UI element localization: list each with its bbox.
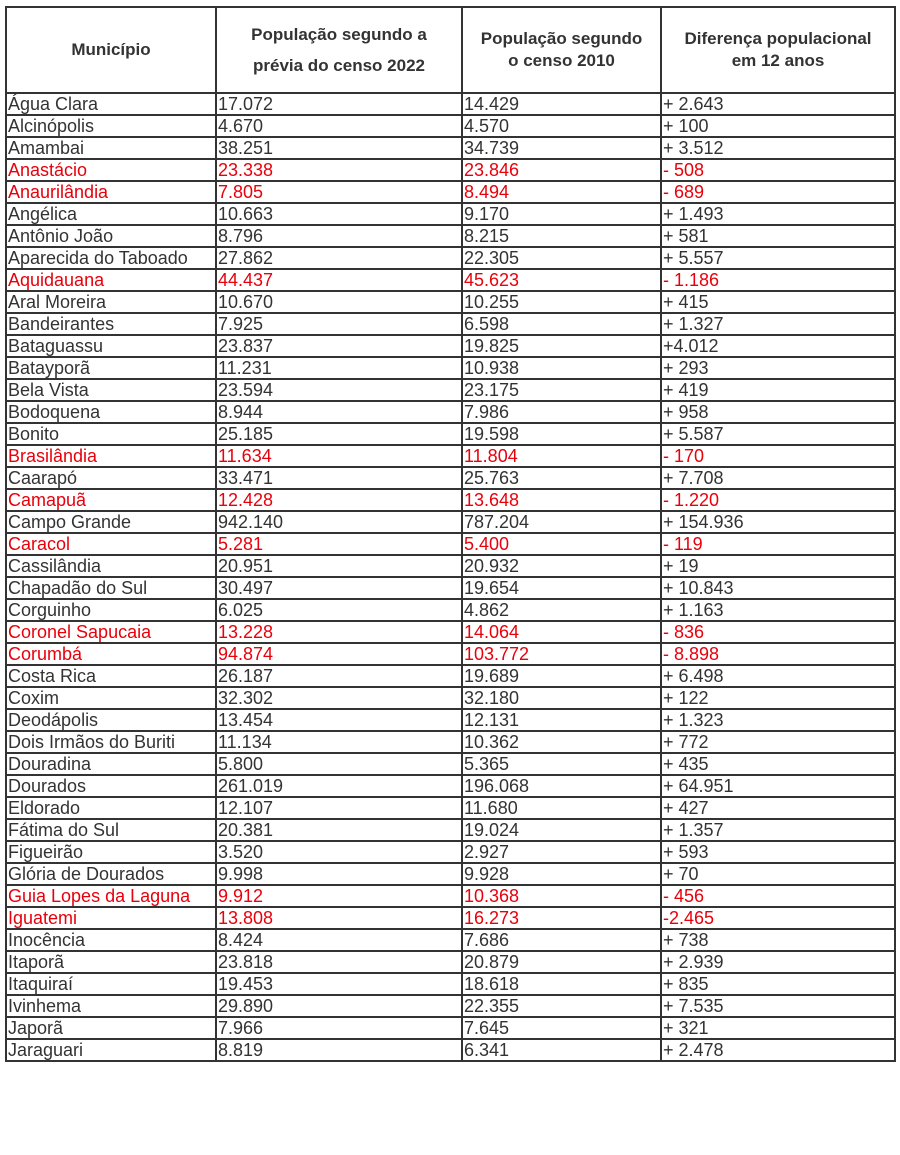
cell-diff: + 7.708 <box>661 467 895 489</box>
cell-pop2022: 23.818 <box>216 951 462 973</box>
cell-diff: + 593 <box>661 841 895 863</box>
header-pop2022-line1: População segundo a <box>251 25 427 44</box>
cell-diff: + 2.643 <box>661 93 895 115</box>
table-row <box>6 1017 895 1039</box>
cell-diff: - 170 <box>661 445 895 467</box>
cell-pop2010: 34.739 <box>462 137 661 159</box>
cell-diff: + 154.936 <box>661 511 895 533</box>
cell-diff: + 64.951 <box>661 775 895 797</box>
cell-municipio: Eldorado <box>6 797 216 819</box>
cell-pop2022: 19.453 <box>216 973 462 995</box>
cell-pop2022: 11.634 <box>216 445 462 467</box>
cell-pop2010: 5.365 <box>462 753 661 775</box>
cell-municipio: Douradina <box>6 753 216 775</box>
cell-diff: + 70 <box>661 863 895 885</box>
cell-municipio: Caarapó <box>6 467 216 489</box>
cell-municipio: Brasilândia <box>6 445 216 467</box>
cell-pop2022: 9.912 <box>216 885 462 907</box>
table-row <box>6 599 895 621</box>
table-row <box>6 401 895 423</box>
cell-diff: + 435 <box>661 753 895 775</box>
cell-pop2010: 6.598 <box>462 313 661 335</box>
cell-pop2022: 12.107 <box>216 797 462 819</box>
cell-diff: - 836 <box>661 621 895 643</box>
cell-municipio: Campo Grande <box>6 511 216 533</box>
table-row <box>6 467 895 489</box>
cell-pop2010: 10.255 <box>462 291 661 313</box>
cell-municipio: Batayporã <box>6 357 216 379</box>
table-row <box>6 159 895 181</box>
table-row <box>6 995 895 1017</box>
cell-municipio: Bonito <box>6 423 216 445</box>
table-row <box>6 775 895 797</box>
cell-diff: - 119 <box>661 533 895 555</box>
cell-pop2022: 3.520 <box>216 841 462 863</box>
header-row <box>6 7 895 93</box>
cell-municipio: Iguatemi <box>6 907 216 929</box>
cell-diff: + 2.478 <box>661 1039 895 1061</box>
cell-municipio: Dois Irmãos do Buriti <box>6 731 216 753</box>
cell-municipio: Água Clara <box>6 93 216 115</box>
cell-municipio: Itaporã <box>6 951 216 973</box>
cell-diff: + 772 <box>661 731 895 753</box>
cell-municipio: Bandeirantes <box>6 313 216 335</box>
cell-pop2010: 19.654 <box>462 577 661 599</box>
cell-pop2022: 25.185 <box>216 423 462 445</box>
cell-pop2010: 8.215 <box>462 225 661 247</box>
cell-diff: + 7.535 <box>661 995 895 1017</box>
cell-municipio: Costa Rica <box>6 665 216 687</box>
cell-pop2022: 23.837 <box>216 335 462 357</box>
cell-pop2022: 26.187 <box>216 665 462 687</box>
cell-diff: - 8.898 <box>661 643 895 665</box>
table-row <box>6 357 895 379</box>
cell-pop2022: 8.819 <box>216 1039 462 1061</box>
cell-pop2022: 20.951 <box>216 555 462 577</box>
cell-diff: + 1.357 <box>661 819 895 841</box>
cell-pop2010: 19.024 <box>462 819 661 841</box>
cell-diff: + 5.587 <box>661 423 895 445</box>
cell-pop2022: 23.338 <box>216 159 462 181</box>
header-pop2022-line2: prévia do censo 2022 <box>253 56 425 75</box>
cell-diff: + 321 <box>661 1017 895 1039</box>
cell-pop2022: 8.944 <box>216 401 462 423</box>
cell-diff: - 1.220 <box>661 489 895 511</box>
cell-municipio: Angélica <box>6 203 216 225</box>
cell-municipio: Ivinhema <box>6 995 216 1017</box>
cell-pop2022: 32.302 <box>216 687 462 709</box>
cell-municipio: Glória de Dourados <box>6 863 216 885</box>
cell-municipio: Bataguassu <box>6 335 216 357</box>
table-row <box>6 379 895 401</box>
cell-municipio: Guia Lopes da Laguna <box>6 885 216 907</box>
table-row <box>6 137 895 159</box>
cell-municipio: Amambai <box>6 137 216 159</box>
table-row <box>6 291 895 313</box>
table-row <box>6 203 895 225</box>
table-row <box>6 687 895 709</box>
cell-pop2010: 7.686 <box>462 929 661 951</box>
cell-municipio: Antônio João <box>6 225 216 247</box>
cell-diff: + 419 <box>661 379 895 401</box>
table-row <box>6 115 895 137</box>
cell-pop2010: 23.175 <box>462 379 661 401</box>
cell-pop2010: 2.927 <box>462 841 661 863</box>
cell-municipio: Figueirão <box>6 841 216 863</box>
cell-pop2010: 10.362 <box>462 731 661 753</box>
table-row <box>6 819 895 841</box>
cell-diff: + 835 <box>661 973 895 995</box>
cell-pop2022: 7.805 <box>216 181 462 203</box>
table-row <box>6 973 895 995</box>
cell-diff: + 1.493 <box>661 203 895 225</box>
table-row <box>6 643 895 665</box>
cell-pop2010: 14.429 <box>462 93 661 115</box>
cell-municipio: Fátima do Sul <box>6 819 216 841</box>
cell-municipio: Caracol <box>6 533 216 555</box>
table-row <box>6 489 895 511</box>
table-body <box>6 93 895 1061</box>
cell-pop2010: 45.623 <box>462 269 661 291</box>
header-diff-line1: Diferença populacional <box>684 29 872 48</box>
table-row <box>6 907 895 929</box>
cell-pop2022: 7.925 <box>216 313 462 335</box>
cell-pop2010: 22.305 <box>462 247 661 269</box>
cell-municipio: Coxim <box>6 687 216 709</box>
cell-pop2010: 20.879 <box>462 951 661 973</box>
cell-pop2022: 27.862 <box>216 247 462 269</box>
cell-diff: + 1.163 <box>661 599 895 621</box>
cell-pop2010: 7.645 <box>462 1017 661 1039</box>
cell-pop2022: 29.890 <box>216 995 462 1017</box>
cell-pop2022: 17.072 <box>216 93 462 115</box>
cell-diff: + 581 <box>661 225 895 247</box>
cell-diff: + 6.498 <box>661 665 895 687</box>
table-row <box>6 93 895 115</box>
cell-diff: - 1.186 <box>661 269 895 291</box>
header-pop2010 <box>462 7 661 93</box>
header-municipio <box>6 7 216 93</box>
table-row <box>6 731 895 753</box>
cell-diff: +4.012 <box>661 335 895 357</box>
cell-diff: + 10.843 <box>661 577 895 599</box>
cell-pop2022: 8.424 <box>216 929 462 951</box>
table-row <box>6 577 895 599</box>
cell-pop2022: 13.454 <box>216 709 462 731</box>
cell-municipio: Itaquiraí <box>6 973 216 995</box>
header-pop2010-line2: o censo 2010 <box>508 51 615 70</box>
table-row <box>6 335 895 357</box>
cell-diff: + 293 <box>661 357 895 379</box>
cell-pop2010: 5.400 <box>462 533 661 555</box>
table-row <box>6 709 895 731</box>
cell-pop2022: 44.437 <box>216 269 462 291</box>
cell-municipio: Anastácio <box>6 159 216 181</box>
cell-pop2010: 14.064 <box>462 621 661 643</box>
header-pop2022 <box>216 7 462 93</box>
header-municipio-text: Município <box>71 40 151 59</box>
header-diff-line2: em 12 anos <box>731 51 825 70</box>
cell-pop2010: 13.648 <box>462 489 661 511</box>
table-row <box>6 555 895 577</box>
table-row <box>6 621 895 643</box>
cell-pop2010: 18.618 <box>462 973 661 995</box>
cell-pop2022: 13.228 <box>216 621 462 643</box>
cell-pop2010: 19.689 <box>462 665 661 687</box>
table-row <box>6 269 895 291</box>
table-row <box>6 181 895 203</box>
cell-pop2010: 787.204 <box>462 511 661 533</box>
header-pop2010-line1: População segundo <box>480 29 643 48</box>
table-row <box>6 665 895 687</box>
cell-municipio: Corguinho <box>6 599 216 621</box>
cell-diff: + 427 <box>661 797 895 819</box>
cell-pop2010: 9.170 <box>462 203 661 225</box>
cell-municipio: Dourados <box>6 775 216 797</box>
table-row <box>6 423 895 445</box>
cell-pop2010: 10.938 <box>462 357 661 379</box>
table-row <box>6 1039 895 1061</box>
header-diff <box>661 7 895 93</box>
cell-diff: + 415 <box>661 291 895 313</box>
cell-pop2010: 23.846 <box>462 159 661 181</box>
cell-pop2010: 7.986 <box>462 401 661 423</box>
cell-pop2022: 11.134 <box>216 731 462 753</box>
cell-pop2022: 12.428 <box>216 489 462 511</box>
cell-pop2022: 7.966 <box>216 1017 462 1039</box>
cell-municipio: Corumbá <box>6 643 216 665</box>
cell-pop2010: 19.825 <box>462 335 661 357</box>
cell-pop2022: 30.497 <box>216 577 462 599</box>
cell-pop2022: 4.670 <box>216 115 462 137</box>
cell-pop2022: 261.019 <box>216 775 462 797</box>
cell-diff: + 2.939 <box>661 951 895 973</box>
table-row <box>6 929 895 951</box>
cell-pop2022: 5.281 <box>216 533 462 555</box>
cell-pop2010: 8.494 <box>462 181 661 203</box>
cell-pop2022: 10.663 <box>216 203 462 225</box>
cell-diff: - 456 <box>661 885 895 907</box>
table-row <box>6 951 895 973</box>
table-row <box>6 863 895 885</box>
cell-diff: + 3.512 <box>661 137 895 159</box>
cell-pop2010: 11.680 <box>462 797 661 819</box>
table-row <box>6 247 895 269</box>
table-row <box>6 841 895 863</box>
cell-municipio: Anaurilândia <box>6 181 216 203</box>
cell-pop2010: 11.804 <box>462 445 661 467</box>
cell-pop2010: 103.772 <box>462 643 661 665</box>
cell-diff: - 508 <box>661 159 895 181</box>
cell-municipio: Aral Moreira <box>6 291 216 313</box>
cell-diff: - 689 <box>661 181 895 203</box>
cell-pop2010: 9.928 <box>462 863 661 885</box>
cell-pop2010: 32.180 <box>462 687 661 709</box>
table-row <box>6 533 895 555</box>
cell-diff: + 19 <box>661 555 895 577</box>
cell-pop2010: 196.068 <box>462 775 661 797</box>
cell-diff: + 5.557 <box>661 247 895 269</box>
cell-pop2022: 94.874 <box>216 643 462 665</box>
cell-municipio: Aquidauana <box>6 269 216 291</box>
table-row <box>6 885 895 907</box>
cell-diff: -2.465 <box>661 907 895 929</box>
cell-pop2010: 19.598 <box>462 423 661 445</box>
cell-pop2022: 20.381 <box>216 819 462 841</box>
cell-pop2022: 11.231 <box>216 357 462 379</box>
table-row <box>6 511 895 533</box>
cell-municipio: Aparecida do Taboado <box>6 247 216 269</box>
cell-pop2022: 5.800 <box>216 753 462 775</box>
cell-pop2010: 4.570 <box>462 115 661 137</box>
cell-pop2010: 22.355 <box>462 995 661 1017</box>
cell-municipio: Cassilândia <box>6 555 216 577</box>
cell-pop2010: 20.932 <box>462 555 661 577</box>
cell-pop2010: 6.341 <box>462 1039 661 1061</box>
table-row <box>6 753 895 775</box>
cell-municipio: Coronel Sapucaia <box>6 621 216 643</box>
cell-diff: + 122 <box>661 687 895 709</box>
cell-diff: + 1.327 <box>661 313 895 335</box>
table-row <box>6 313 895 335</box>
table-row <box>6 445 895 467</box>
cell-municipio: Bodoquena <box>6 401 216 423</box>
cell-pop2010: 25.763 <box>462 467 661 489</box>
cell-pop2010: 16.273 <box>462 907 661 929</box>
cell-pop2022: 13.808 <box>216 907 462 929</box>
cell-pop2022: 33.471 <box>216 467 462 489</box>
cell-diff: + 100 <box>661 115 895 137</box>
cell-pop2010: 12.131 <box>462 709 661 731</box>
cell-pop2022: 942.140 <box>216 511 462 533</box>
cell-pop2022: 38.251 <box>216 137 462 159</box>
cell-municipio: Camapuã <box>6 489 216 511</box>
cell-pop2010: 4.862 <box>462 599 661 621</box>
cell-pop2010: 10.368 <box>462 885 661 907</box>
cell-pop2022: 9.998 <box>216 863 462 885</box>
table-row <box>6 797 895 819</box>
cell-municipio: Jaraguari <box>6 1039 216 1061</box>
cell-pop2022: 8.796 <box>216 225 462 247</box>
cell-municipio: Inocência <box>6 929 216 951</box>
cell-pop2022: 6.025 <box>216 599 462 621</box>
cell-pop2022: 23.594 <box>216 379 462 401</box>
cell-diff: + 738 <box>661 929 895 951</box>
cell-diff: + 1.323 <box>661 709 895 731</box>
table-row <box>6 225 895 247</box>
cell-municipio: Chapadão do Sul <box>6 577 216 599</box>
cell-municipio: Japorã <box>6 1017 216 1039</box>
cell-municipio: Bela Vista <box>6 379 216 401</box>
cell-municipio: Alcinópolis <box>6 115 216 137</box>
cell-pop2022: 10.670 <box>216 291 462 313</box>
cell-diff: + 958 <box>661 401 895 423</box>
population-table <box>5 6 896 1062</box>
cell-municipio: Deodápolis <box>6 709 216 731</box>
